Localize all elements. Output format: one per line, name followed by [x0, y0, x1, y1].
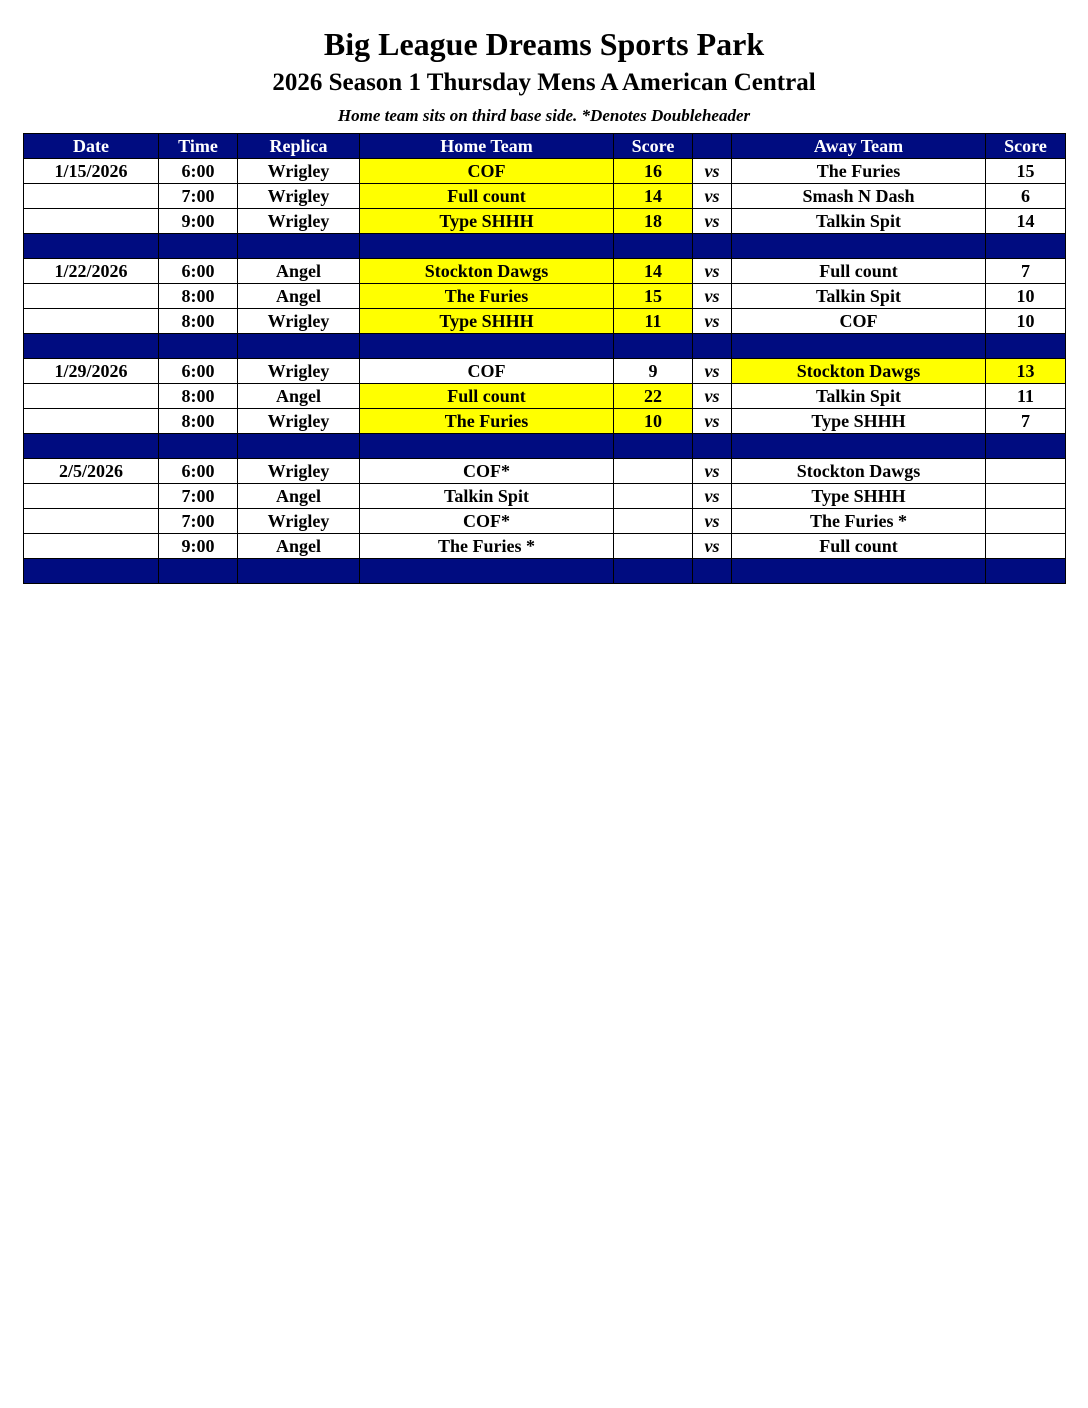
- separator-row: [24, 234, 1066, 259]
- home-score-cell: [614, 484, 693, 509]
- home-score-cell: 22: [614, 384, 693, 409]
- separator-cell: [24, 559, 159, 584]
- replica-cell: Wrigley: [238, 409, 360, 434]
- separator-cell: [732, 234, 986, 259]
- separator-row: [24, 559, 1066, 584]
- vs-cell: vs: [693, 484, 732, 509]
- time-cell: 8:00: [159, 284, 238, 309]
- date-cell: [24, 384, 159, 409]
- game-row: [24, 209, 1066, 234]
- time-cell: 7:00: [159, 184, 238, 209]
- game-row: [24, 484, 1066, 509]
- replica-cell: Wrigley: [238, 459, 360, 484]
- game-row: [24, 184, 1066, 209]
- header-away-score: Score: [986, 134, 1066, 159]
- time-cell: 8:00: [159, 384, 238, 409]
- separator-cell: [732, 559, 986, 584]
- time-cell: 6:00: [159, 159, 238, 184]
- separator-cell: [238, 234, 360, 259]
- vs-cell: vs: [693, 359, 732, 384]
- separator-cell: [986, 234, 1066, 259]
- header-home-team: Home Team: [360, 134, 614, 159]
- away-team-cell: Talkin Spit: [732, 209, 986, 234]
- replica-cell: Angel: [238, 259, 360, 284]
- away-team-cell: Talkin Spit: [732, 284, 986, 309]
- document-subtitle: 2026 Season 1 Thursday Mens A American Central: [272, 69, 816, 96]
- away-score-cell: 7: [986, 259, 1066, 284]
- time-cell: 9:00: [159, 534, 238, 559]
- date-cell: 2/5/2026: [24, 459, 159, 484]
- away-score-cell: 13: [986, 359, 1066, 384]
- separator-cell: [614, 434, 693, 459]
- separator-cell: [24, 334, 159, 359]
- separator-row: [24, 334, 1066, 359]
- home-team-cell: Type SHHH: [360, 209, 614, 234]
- home-score-cell: 14: [614, 184, 693, 209]
- away-score-cell: [986, 484, 1066, 509]
- away-score-cell: 15: [986, 159, 1066, 184]
- away-team-cell: Stockton Dawgs: [732, 459, 986, 484]
- home-team-cell: Talkin Spit: [360, 484, 614, 509]
- replica-cell: Wrigley: [238, 209, 360, 234]
- header-vs: [693, 134, 732, 159]
- vs-cell: vs: [693, 509, 732, 534]
- date-cell: 1/29/2026: [24, 359, 159, 384]
- game-row: [24, 259, 1066, 284]
- away-team-cell: Stockton Dawgs: [732, 359, 986, 384]
- home-team-cell: COF*: [360, 509, 614, 534]
- separator-cell: [693, 559, 732, 584]
- time-cell: 9:00: [159, 209, 238, 234]
- replica-cell: Angel: [238, 534, 360, 559]
- vs-cell: vs: [693, 284, 732, 309]
- header-time: Time: [159, 134, 238, 159]
- replica-cell: Wrigley: [238, 159, 360, 184]
- separator-cell: [693, 334, 732, 359]
- home-team-cell: Type SHHH: [360, 309, 614, 334]
- replica-cell: Angel: [238, 484, 360, 509]
- game-row: [24, 409, 1066, 434]
- separator-cell: [159, 559, 238, 584]
- date-cell: [24, 509, 159, 534]
- document-title: Big League Dreams Sports Park: [323, 26, 765, 62]
- away-team-cell: Smash N Dash: [732, 184, 986, 209]
- away-score-cell: 10: [986, 284, 1066, 309]
- time-cell: 7:00: [159, 509, 238, 534]
- separator-cell: [360, 559, 614, 584]
- away-team-cell: Type SHHH: [732, 484, 986, 509]
- separator-cell: [732, 334, 986, 359]
- vs-cell: vs: [693, 184, 732, 209]
- separator-cell: [360, 234, 614, 259]
- away-score-cell: 14: [986, 209, 1066, 234]
- home-score-cell: 9: [614, 359, 693, 384]
- doubleheader-note: Home team sits on third base side. *Denotes Doubleheader: [337, 106, 751, 125]
- replica-cell: Wrigley: [238, 509, 360, 534]
- home-score-cell: 11: [614, 309, 693, 334]
- home-team-cell: The Furies *: [360, 534, 614, 559]
- separator-cell: [159, 234, 238, 259]
- separator-cell: [238, 559, 360, 584]
- game-row: [24, 509, 1066, 534]
- home-score-cell: 16: [614, 159, 693, 184]
- separator-cell: [614, 559, 693, 584]
- header-replica: Replica: [238, 134, 360, 159]
- separator-cell: [24, 434, 159, 459]
- home-score-cell: [614, 534, 693, 559]
- home-team-cell: The Furies: [360, 284, 614, 309]
- home-score-cell: 18: [614, 209, 693, 234]
- away-score-cell: 10: [986, 309, 1066, 334]
- separator-cell: [360, 334, 614, 359]
- home-score-cell: [614, 509, 693, 534]
- schedule-body: [24, 159, 1066, 584]
- separator-cell: [986, 434, 1066, 459]
- date-cell: [24, 284, 159, 309]
- away-team-cell: Type SHHH: [732, 409, 986, 434]
- vs-cell: vs: [693, 534, 732, 559]
- vs-cell: vs: [693, 459, 732, 484]
- time-cell: 8:00: [159, 409, 238, 434]
- time-cell: 6:00: [159, 459, 238, 484]
- home-team-cell: Full count: [360, 184, 614, 209]
- vs-cell: vs: [693, 409, 732, 434]
- date-cell: [24, 184, 159, 209]
- replica-cell: Wrigley: [238, 359, 360, 384]
- home-team-cell: Full count: [360, 384, 614, 409]
- separator-cell: [986, 559, 1066, 584]
- separator-cell: [614, 334, 693, 359]
- vs-cell: vs: [693, 259, 732, 284]
- game-row: [24, 384, 1066, 409]
- vs-cell: vs: [693, 309, 732, 334]
- home-score-cell: 14: [614, 259, 693, 284]
- date-cell: [24, 209, 159, 234]
- header-row: [24, 134, 1066, 159]
- home-team-cell: COF*: [360, 459, 614, 484]
- away-team-cell: Full count: [732, 534, 986, 559]
- separator-cell: [360, 434, 614, 459]
- away-score-cell: [986, 509, 1066, 534]
- away-team-cell: COF: [732, 309, 986, 334]
- home-team-cell: COF: [360, 359, 614, 384]
- separator-cell: [238, 434, 360, 459]
- replica-cell: Wrigley: [238, 184, 360, 209]
- separator-cell: [986, 334, 1066, 359]
- vs-cell: vs: [693, 159, 732, 184]
- away-score-cell: [986, 534, 1066, 559]
- home-team-cell: Stockton Dawgs: [360, 259, 614, 284]
- separator-cell: [693, 234, 732, 259]
- vs-cell: vs: [693, 209, 732, 234]
- home-team-cell: COF: [360, 159, 614, 184]
- separator-cell: [614, 234, 693, 259]
- time-cell: 6:00: [159, 359, 238, 384]
- separator-cell: [24, 234, 159, 259]
- separator-row: [24, 434, 1066, 459]
- vs-cell: vs: [693, 384, 732, 409]
- separator-cell: [732, 434, 986, 459]
- separator-cell: [159, 434, 238, 459]
- game-row: [24, 309, 1066, 334]
- date-cell: 1/22/2026: [24, 259, 159, 284]
- replica-cell: Angel: [238, 384, 360, 409]
- game-row: [24, 284, 1066, 309]
- header-home-score: Score: [614, 134, 693, 159]
- away-score-cell: 11: [986, 384, 1066, 409]
- date-cell: [24, 309, 159, 334]
- header-date: Date: [24, 134, 159, 159]
- date-cell: [24, 409, 159, 434]
- time-cell: 6:00: [159, 259, 238, 284]
- game-row: [24, 359, 1066, 384]
- replica-cell: Wrigley: [238, 309, 360, 334]
- separator-cell: [238, 334, 360, 359]
- away-team-cell: Talkin Spit: [732, 384, 986, 409]
- home-score-cell: [614, 459, 693, 484]
- away-score-cell: [986, 459, 1066, 484]
- home-score-cell: 10: [614, 409, 693, 434]
- separator-cell: [159, 334, 238, 359]
- away-score-cell: 7: [986, 409, 1066, 434]
- away-score-cell: 6: [986, 184, 1066, 209]
- date-cell: [24, 534, 159, 559]
- game-row: [24, 159, 1066, 184]
- away-team-cell: The Furies: [732, 159, 986, 184]
- date-cell: 1/15/2026: [24, 159, 159, 184]
- away-team-cell: The Furies *: [732, 509, 986, 534]
- replica-cell: Angel: [238, 284, 360, 309]
- schedule-table: [23, 133, 1066, 584]
- home-score-cell: 15: [614, 284, 693, 309]
- date-cell: [24, 484, 159, 509]
- header-away-team: Away Team: [732, 134, 986, 159]
- separator-cell: [693, 434, 732, 459]
- away-team-cell: Full count: [732, 259, 986, 284]
- home-team-cell: The Furies: [360, 409, 614, 434]
- game-row: [24, 534, 1066, 559]
- time-cell: 8:00: [159, 309, 238, 334]
- time-cell: 7:00: [159, 484, 238, 509]
- game-row: [24, 459, 1066, 484]
